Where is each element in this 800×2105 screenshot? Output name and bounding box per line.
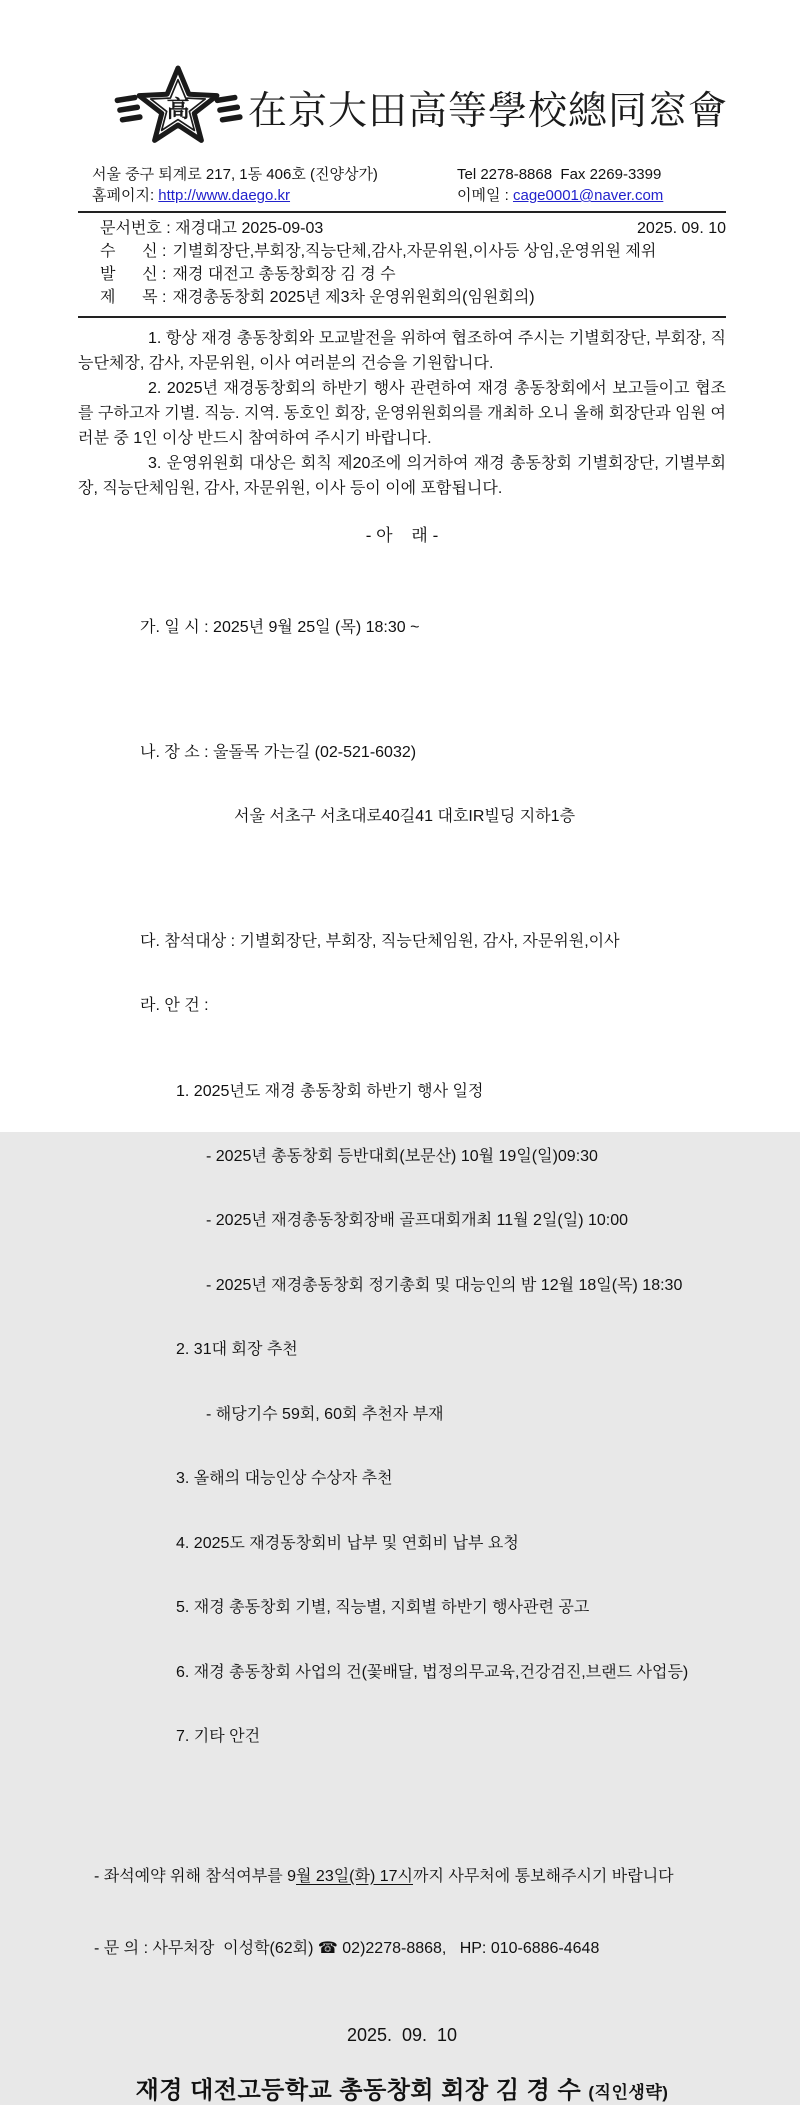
header bbox=[116, 64, 729, 152]
notes bbox=[78, 1817, 726, 2009]
school-emblem-icon bbox=[116, 64, 240, 152]
homepage-line bbox=[92, 185, 290, 206]
recipient-value: 기별회장단,부회장,직능단체,감사,자문위원,이사등 상임,운영위원 제위 bbox=[172, 243, 657, 260]
meeting-place-line: 나. 장 소 : 울돌목 가는길 (02-521-6032) bbox=[140, 743, 417, 761]
contact-row-address bbox=[92, 164, 712, 185]
homepage-label: 홈페이지: bbox=[92, 187, 159, 204]
spacer bbox=[140, 682, 726, 699]
agenda-item-1-sub-2: - 2025년 재경총동창회장배 골프대회개최 11월 2일(일) 10:00 bbox=[206, 1212, 629, 1229]
recipient-label: 수 신 : bbox=[100, 243, 167, 260]
agenda-item-6: 6. 재경 총동창회 사업의 건(꽃배달, 법정의무교육,건강검진,브랜드 사업등) bbox=[176, 1663, 689, 1681]
document-info bbox=[78, 217, 726, 309]
body-text bbox=[78, 326, 726, 501]
contact-block bbox=[78, 164, 726, 206]
subject-value: 재경총동창회 2025년 제3차 운영위원회의(임원회의) bbox=[172, 289, 535, 306]
sender-label: 발 신 : bbox=[100, 266, 167, 283]
agenda-item-1-sub-3: - 2025년 재경총동창회 정기총회 및 대능인의 밤 12월 18일(목) 18:30 bbox=[206, 1276, 683, 1294]
spacer bbox=[140, 871, 726, 888]
recipient-row bbox=[100, 240, 726, 263]
reservation-deadline: 월 23일(화) 17시 bbox=[296, 1867, 413, 1885]
sender-value: 재경 대전고 총동창회장 김 경 수 bbox=[172, 266, 396, 283]
reservation-note bbox=[94, 1865, 726, 1889]
seal-omitted-note: (직인생략) bbox=[588, 2082, 669, 2102]
agenda-item-3: 3. 올해의 대능인상 수상자 추천 bbox=[176, 1470, 393, 1487]
contact-note: - 문 의 : 사무처장 이성학(62회) ☎ 02)2278-8868, HP: 010-6886-4648 bbox=[94, 1939, 600, 1957]
agenda-item-1: 1. 2025년도 재경 총동창회 하반기 행사 일정 bbox=[176, 1083, 484, 1100]
email-line bbox=[457, 185, 712, 206]
subject-row bbox=[100, 286, 726, 309]
meeting-datetime-line: 가. 일 시 : 2025년 9월 25일 (목) 18:30 ~ bbox=[140, 619, 420, 636]
subject-label: 제 목 : bbox=[100, 289, 167, 306]
signature-line bbox=[78, 2070, 726, 2105]
doc-number-line bbox=[100, 217, 323, 240]
agenda-label: 라. 안 건 : bbox=[140, 997, 209, 1014]
agenda-item-2: 2. 31대 회장 추천 bbox=[176, 1341, 298, 1358]
agenda-item-4: 4. 2025도 재경동창회비 납부 및 연회비 납부 요청 bbox=[176, 1534, 519, 1552]
agenda-item-2-sub-1: - 해당기수 59회, 60회 추천자 부재 bbox=[206, 1405, 444, 1423]
org-address: 서울 중구 퇴계로 217, 1동 406호 (진양상가) bbox=[92, 166, 378, 183]
organization-title: 在京大田高等學校總同窓會 bbox=[248, 90, 729, 133]
agenda-item-5: 5. 재경 총동창회 기별, 직능별, 지회별 하반기 행사관련 공고 bbox=[176, 1599, 590, 1616]
email-label: 이메일 : bbox=[457, 187, 513, 204]
emblem-character: 高 bbox=[166, 96, 190, 122]
meeting-details bbox=[78, 574, 726, 1791]
agenda-item-1-sub-1: - 2025년 총동창회 등반대회(보문산) 10월 19일(일)09:30 bbox=[206, 1147, 598, 1165]
doc-number-row bbox=[100, 217, 726, 240]
header-divider-line bbox=[78, 211, 726, 213]
meeting-place-address: 서울 서초구 서초대로40길41 대호IR빌딩 지하1층 bbox=[234, 808, 576, 825]
sender-row bbox=[100, 263, 726, 286]
paragraph-1: 1. 항상 재경 총동창회와 모교발전을 위하여 협조하여 주시는 기별회장단, 부회장, 직능단체장, 감사, 자문위원, 이사 여러분의 건승을 기원합니다. bbox=[78, 330, 726, 372]
paragraph-2: 2. 2025년 재경동창회의 하반기 행사 관련하여 재경 총동창회에서 보고들이고 협조를 구하고자 기별. 직능. 지역. 동호인 회장, 운영위원회의를 개최하 오니 올해 회장단과 임원 여러분 중 1인 이상 반드시 참여하여 주시기 바랍니다. bbox=[78, 380, 726, 447]
reservation-note-suffix: 까지 사무처에 통보해주시기 바랍니다 bbox=[413, 1867, 674, 1885]
reservation-note-prefix: - 좌석예약 위해 참석여부를 9 bbox=[94, 1867, 297, 1885]
subject-divider-line bbox=[78, 316, 726, 318]
paragraph-3: 3. 운영위원회 대상은 회칙 제20조에 의거하여 재경 총동창회 기별회장단, 기별부회장, 직능단체임원, 감사, 자문위원, 이사 등이 이에 포함됩니다. bbox=[78, 455, 726, 497]
issue-date: 2025. 09. 10 bbox=[346, 2024, 458, 2045]
doc-date: 2025. 09. 10 bbox=[637, 220, 726, 237]
attendees-line: 다. 참석대상 : 기별회장단, 부회장, 직능단체임원, 감사, 자문위원,이사 bbox=[140, 932, 620, 950]
signature-name: 재경 대전고등학교 총동창회 회장 김 경 수 bbox=[135, 2076, 589, 2104]
homepage-link[interactable]: http://www.daego.kr bbox=[158, 187, 291, 204]
org-tel-fax: Tel 2278-8868 Fax 2269-3399 bbox=[457, 166, 662, 183]
emblem-right-stripes-icon bbox=[214, 94, 243, 123]
below-divider: - 아 래 - bbox=[365, 526, 439, 545]
doc-number-label: 문서번호 : bbox=[100, 220, 171, 237]
email-link[interactable]: cage0001@naver.com bbox=[512, 187, 664, 204]
emblem-left-stripes-icon bbox=[114, 94, 143, 123]
agenda-item-7: 7. 기타 안건 bbox=[176, 1728, 261, 1745]
doc-number-value: 재경대고 2025-09-03 bbox=[175, 220, 324, 237]
contact-row-web bbox=[92, 185, 712, 206]
